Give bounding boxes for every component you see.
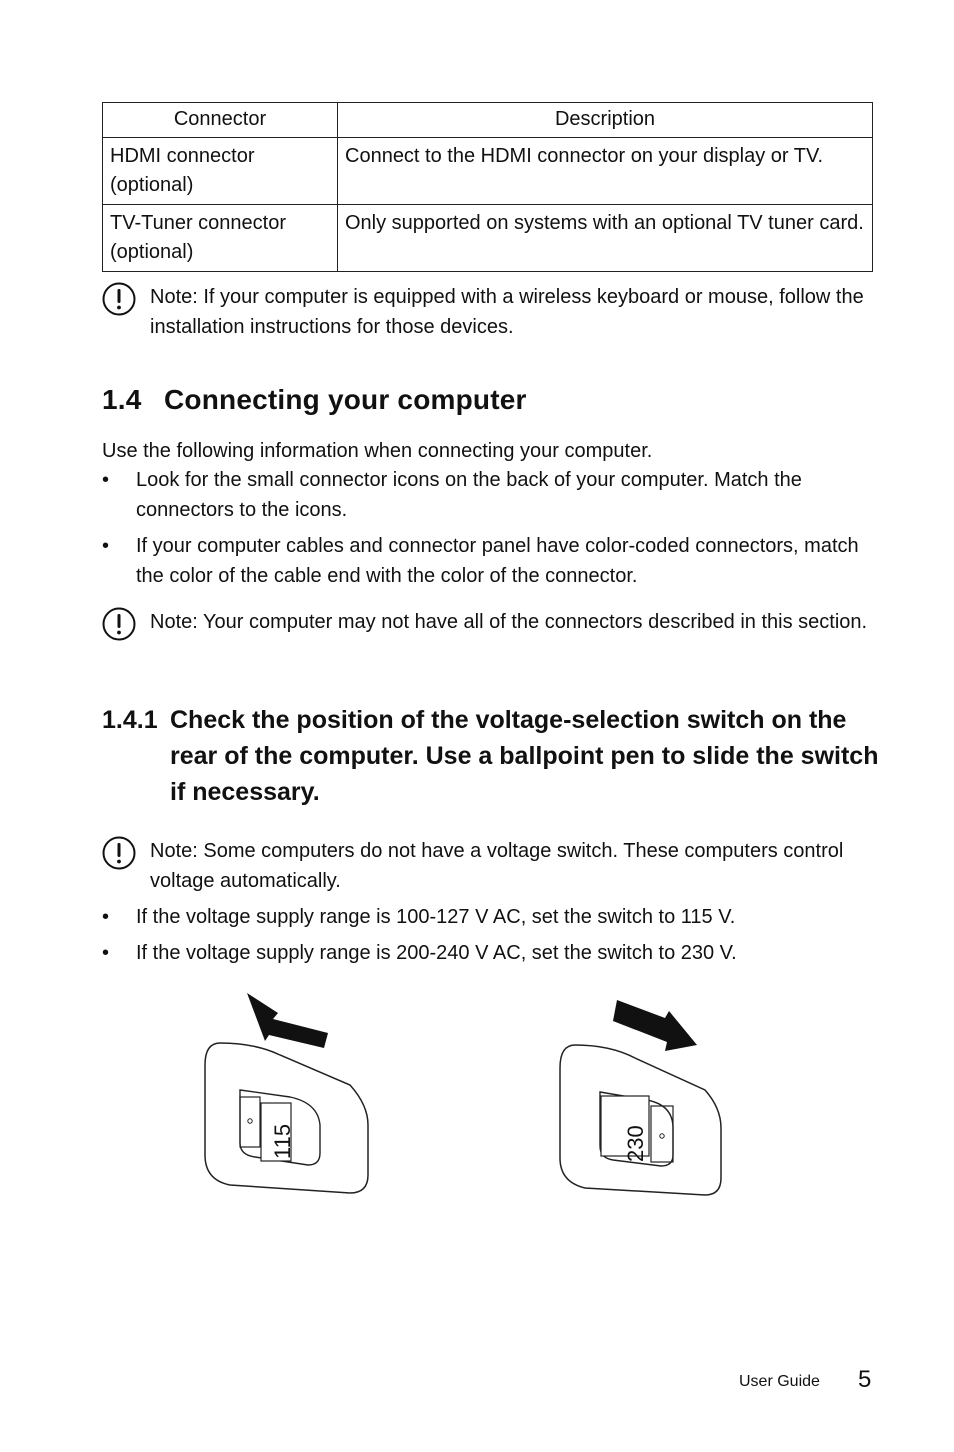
exclamation-icon: [102, 836, 136, 870]
table-header-row: [103, 103, 873, 138]
note-voltage: [102, 836, 872, 896]
table-cell-description: Connect to the HDMI connector on your display or TV.: [338, 138, 873, 205]
intro-paragraph: Use the following information when connecting your computer.: [102, 440, 653, 462]
note-label: Note:: [150, 840, 198, 862]
subsection-number: 1.4.1: [102, 706, 158, 734]
section-heading: [102, 384, 527, 416]
note-text: Some computers do not have a voltage switch. These computers control voltage automatically.: [150, 840, 844, 892]
note-text: Your computer may not have all of the connectors described in this section.: [197, 611, 868, 633]
list-item-text: If the voltage supply range is 100-127 V AC, set the switch to 115 V.: [136, 906, 736, 928]
page-number: 5: [858, 1366, 872, 1393]
switch-label-115: 115: [270, 1123, 295, 1159]
list-item: [102, 902, 872, 932]
table-row: [103, 138, 873, 205]
list-item-text: If the voltage supply range is 200-240 V AC, set the switch to 230 V.: [136, 942, 737, 964]
list-item-text: If your computer cables and connector panel have color-coded connectors, match the color of the cable end with the color of the connector.: [136, 535, 859, 587]
bullet: •: [102, 535, 110, 557]
exclamation-icon: [102, 607, 136, 641]
exclamation-icon: [102, 282, 136, 316]
footer-label: User Guide: [739, 1373, 820, 1390]
table-row: [103, 205, 873, 272]
section-title: Connecting your computer: [164, 384, 527, 415]
list-item-text: Look for the small connector icons on the back of your computer. Match the connectors to the icons.: [136, 469, 802, 521]
list-item: [102, 938, 872, 968]
list-item: [102, 465, 872, 525]
voltage-list: [102, 902, 872, 968]
bullet: •: [102, 906, 110, 928]
table-cell-connector: TV-Tuner connector (optional): [103, 205, 338, 272]
note-wireless: [102, 282, 872, 342]
subsection-heading: [102, 702, 882, 810]
bullet: •: [102, 469, 110, 491]
voltage-switch-115-figure: [200, 985, 380, 1200]
list-item: [102, 531, 872, 591]
note-label: Note:: [150, 286, 198, 308]
note-connectors: [102, 607, 872, 637]
table-cell-connector: HDMI connector (optional): [103, 138, 338, 205]
arrow-down-right-icon: [613, 1000, 697, 1051]
voltage-switch-230-figure: [555, 990, 735, 1205]
table-header-connector: Connector: [103, 103, 338, 138]
subsection-title: Check the position of the voltage-selection switch on the rear of the computer. Use a ballpoint pen to slide the switch if necessary.: [170, 706, 879, 806]
section-number: 1.4: [102, 384, 142, 415]
bullet: •: [102, 942, 110, 964]
table-header-description: Description: [338, 103, 873, 138]
note-text: If your computer is equipped with a wireless keyboard or mouse, follow the installation instructions for those devices.: [150, 286, 864, 338]
switch-label-230: 230: [623, 1125, 648, 1162]
connector-tips-list: [102, 465, 872, 591]
note-label: Note:: [150, 611, 198, 633]
table-cell-description: Only supported on systems with an optional TV tuner card.: [338, 205, 873, 272]
connector-table: [102, 102, 873, 272]
arrow-up-left-icon: [247, 993, 328, 1048]
